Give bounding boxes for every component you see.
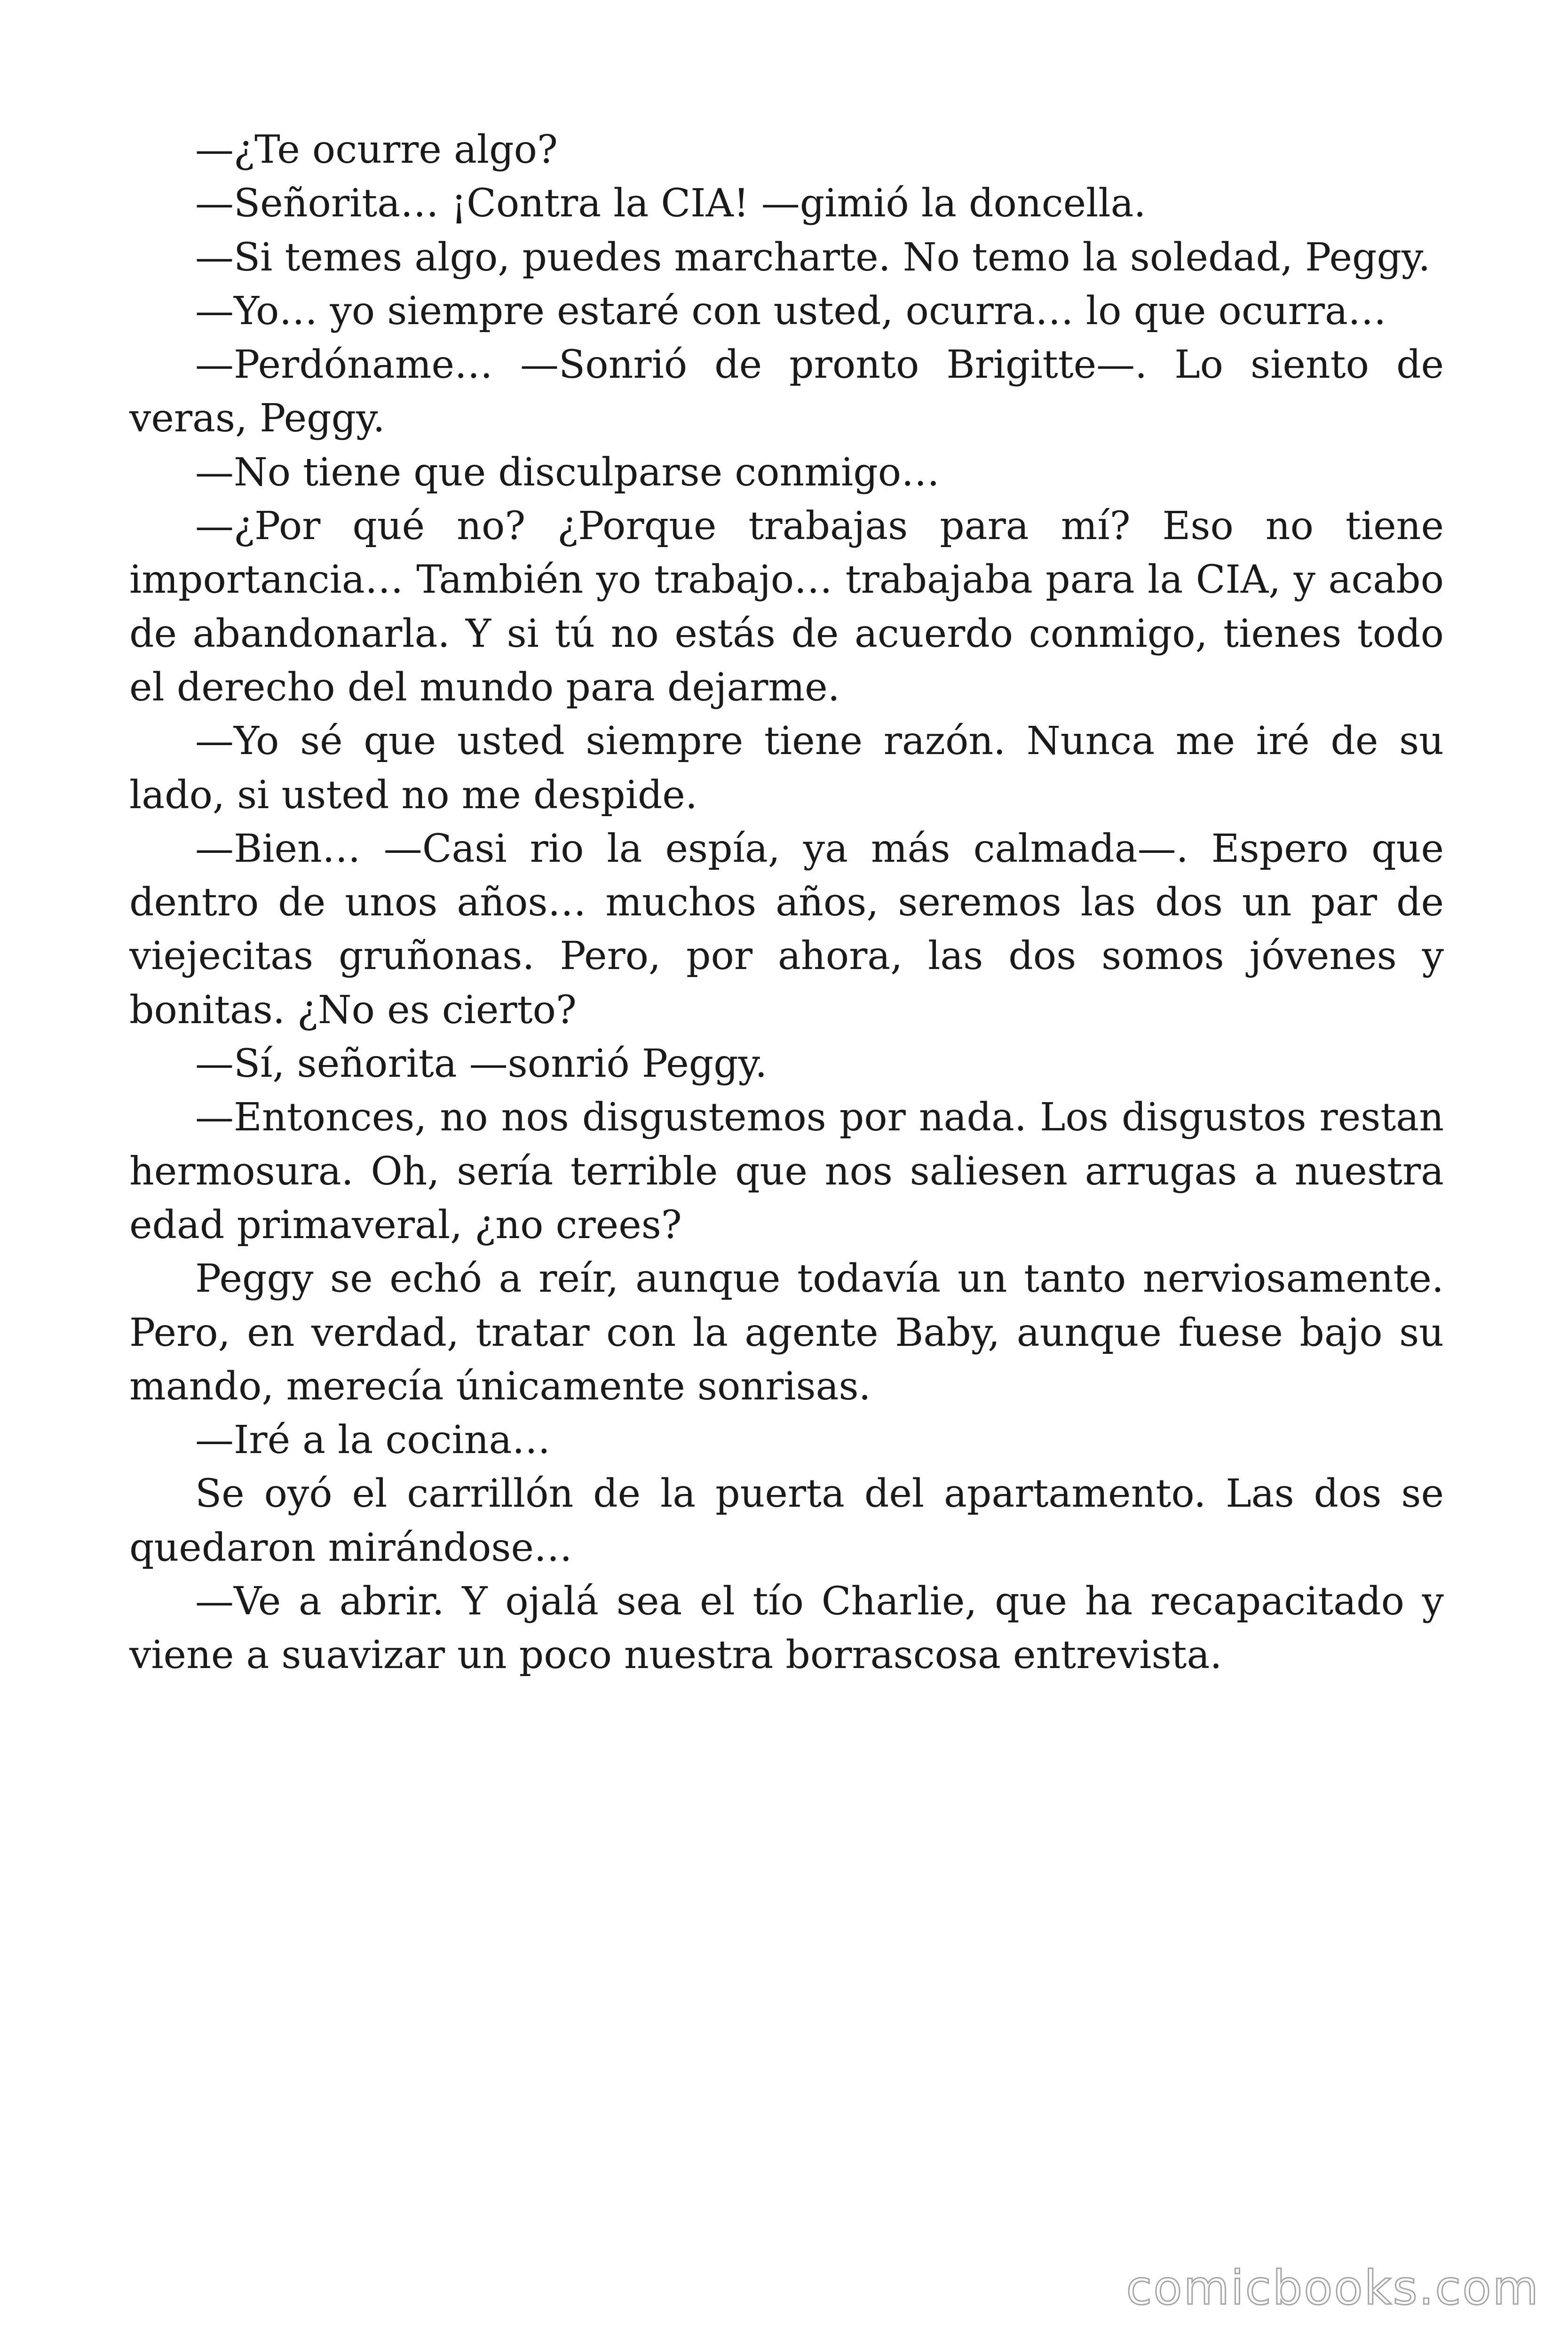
paragraph: —¿Te ocurre algo? (195, 127, 558, 172)
paragraph: —Si temes algo, puedes marcharte. No temo la soledad, Peggy. (195, 235, 1431, 280)
paragraph: —Ve a abrir. Y ojalá sea el tío Charlie, que ha recapacitado y viene a suavizar un poco nuestra borrascosa entrevista. (129, 1579, 1444, 1678)
paragraph: —No tiene que disculparse conmigo… (195, 450, 940, 495)
paragraph: —Señorita… ¡Contra la CIA! —gimió la doncella. (195, 181, 1146, 226)
paragraph: —Yo sé que usted siempre tiene razón. Nunca me iré de su lado, si usted no me despide. (129, 719, 1444, 818)
paragraph: —Yo… yo siempre estaré con usted, ocurra… lo que ocurra… (195, 288, 1386, 334)
paragraph: Peggy se echó a reír, aunque todavía un tanto nerviosamente. Pero, en verdad, tratar con la agente Baby, aunque fuese bajo su mando, merecía únicamente sonrisas. (129, 1256, 1444, 1409)
paragraph: —Entonces, no nos disgustemos por nada. Los disgustos restan hermosura. Oh, sería terrible que nos saliesen arrugas a nuestra edad primaveral, ¿no crees? (129, 1095, 1444, 1248)
paragraph: —Sí, señorita —sonrió Peggy. (195, 1041, 768, 1087)
site-watermark: comicbooks.com (1126, 2260, 1540, 2315)
paragraph: —Bien… —Casi rio la espía, ya más calmada—. Espero que dentro de unos años… muchos años, seremos las dos un par de viejecitas gruñonas. Pero, por ahora, las dos somos jóvenes y bonitas. ¿No es cierto? (129, 826, 1444, 1033)
paragraph: —Perdóname… —Sonrió de pronto Brigitte—. Lo siento de veras, Peggy. (129, 342, 1444, 441)
paragraph: Se oyó el carrillón de la puerta del apartamento. Las dos se quedaron mirándose… (129, 1471, 1444, 1570)
paragraph: —Iré a la cocina… (195, 1418, 551, 1463)
paragraph: —¿Por qué no? ¿Porque trabajas para mí? Eso no tiene importancia… También yo trabajo… trabajaba para la CIA, y acabo de abandonarla. Y si tú no estás de acuerdo conmigo, tienes todo el derecho del mundo para dejarme. (129, 504, 1444, 710)
body-text (129, 123, 1444, 1683)
